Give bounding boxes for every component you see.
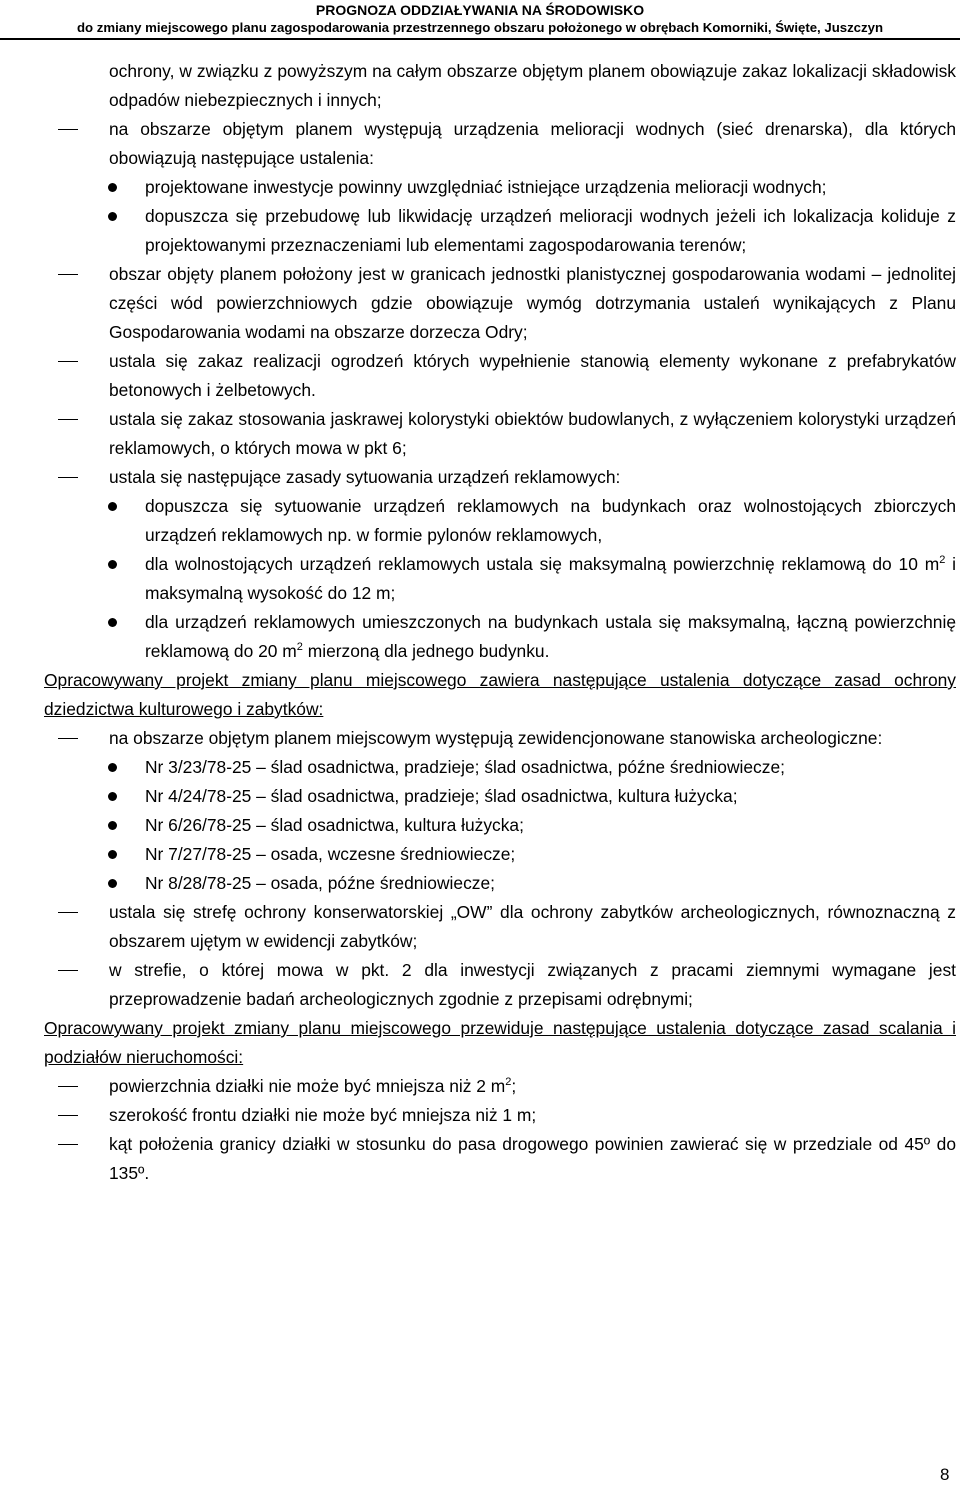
header-title: PROGNOZA ODDZIAŁYWANIA NA ŚRODOWISKO [315, 2, 645, 18]
item-text: mierzoną dla jednego budynku. [302, 641, 550, 661]
dash-marker [58, 129, 78, 130]
page-header [0, 0, 960, 38]
item-text: na obszarze objętym planem występują urządzenia melioracji wodnych (sieć drenarska), dla których obowiązują następujące ustalenia: [109, 119, 956, 168]
dash-marker [58, 477, 78, 478]
bullet-marker [108, 212, 117, 221]
dash-marker [58, 1086, 78, 1087]
bullet-marker [108, 618, 117, 627]
bullet-marker [108, 183, 117, 192]
bullet-item-site [44, 840, 956, 869]
bullet-marker [108, 821, 117, 830]
item-text: szerokość frontu działki nie może być mniejsza niż 1 m; [109, 1105, 537, 1125]
item-text: dopuszcza się przebudowę lub likwidację urządzeń melioracji wodnych jeżeli ich lokalizacja koliduje z projektowanymi przeznaczeniami lub elementami zagospodarowania terenów; [145, 206, 956, 255]
dash-marker [58, 970, 78, 971]
dash-marker [58, 738, 78, 739]
bullet-item-site [44, 811, 956, 840]
bullet-item [44, 608, 956, 666]
item-text: i maksymalną wysokość do 12 m; [145, 554, 956, 603]
item-text: Nr 3/23/78-25 – ślad osadnictwa, pradzieje; ślad osadnictwa, późne średniowiecze; [145, 757, 785, 777]
dash-marker [58, 1144, 78, 1145]
document-body [44, 57, 956, 1188]
header-subtitle: do zmiany miejscowego planu zagospodarowania przestrzennego obszaru położonego w obrębach Komorniki, Święte, Juszczyn [76, 20, 884, 35]
bullet-item [44, 492, 956, 550]
bullet-marker [108, 560, 117, 569]
dash-item-conservation-zone [44, 898, 956, 956]
item-text: ustala się zakaz stosowania jaskrawej kolorystyki obiektów budowlanych, z wyłączeniem kolorystyki urządzeń reklamowych, o których mowa w pkt 6; [109, 409, 956, 458]
dash-marker [58, 1115, 78, 1116]
superscript: 2 [505, 1076, 512, 1088]
dash-item-archaeological-research [44, 956, 956, 1014]
dash-item-archaeology [44, 724, 956, 753]
bullet-marker [108, 879, 117, 888]
item-text: ustala się następujące zasady sytuowania urządzeń reklamowych: [109, 467, 621, 487]
item-text: dla wolnostojących urządzeń reklamowych ustala się maksymalną powierzchnię reklamową do 10 m [145, 554, 940, 574]
bullet-item-site [44, 782, 956, 811]
dash-item-drainage [44, 115, 956, 173]
superscript: 2 [939, 554, 946, 566]
dash-item-parcel-frontage [44, 1101, 956, 1130]
item-text: powierzchnia działki nie może być mniejsza niż 2 m [109, 1076, 506, 1096]
item-text: obszar objęty planem położony jest w granicach jednostki planistycznej gospodarowania wodami – jednolitej części wód powierzchniowych gdzie obowiązuje wymóg dotrzymania ustaleń wynikających z Planu Gospodarowania wodami na obszarze dorzecza Odry; [109, 264, 956, 342]
bullet-marker [108, 502, 117, 511]
bullet-item [44, 550, 956, 608]
item-text: w strefie, o której mowa w pkt. 2 dla inwestycji związanych z pracami ziemnymi wymagane jest przeprowadzenie badań archeologicznych zgodnie z przepisami odrębnymi; [109, 960, 956, 1009]
section-intro-heritage: Opracowywany projekt zmiany planu miejscowego zawiera następujące ustalenia dotyczące zasad ochrony dziedzictwa kulturowego i zabytków: [44, 670, 956, 719]
dash-item-water-management [44, 260, 956, 347]
dash-item-advertising [44, 463, 956, 492]
bullet-marker [108, 763, 117, 772]
item-text: ; [511, 1076, 517, 1096]
section-intro-parcels: Opracowywany projekt zmiany planu miejscowego przewiduje następujące ustalenia dotyczące zasad scalania i podziałów nieruchomości: [44, 1018, 956, 1067]
page-number: 8 [940, 1465, 950, 1484]
item-text: dla urządzeń reklamowych umieszczonych na budynkach ustala się maksymalną, łączną powierzchnię reklamową do 20 m [145, 612, 956, 661]
bullet-marker [108, 850, 117, 859]
bullet-item-site [44, 753, 956, 782]
bullet-item [44, 173, 956, 202]
header-divider [0, 38, 960, 40]
continuation-paragraph: ochrony, w związku z powyższym na całym obszarze objętym planem obowiązuje zakaz lokalizacji składowisk odpadów niebezpiecznych i innych; [109, 61, 956, 110]
dash-item-colours [44, 405, 956, 463]
item-text: Nr 4/24/78-25 – ślad osadnictwa, pradzieje; ślad osadnictwa, kultura łużycka; [145, 786, 738, 806]
item-text: projektowane inwestycje powinny uwzględniać istniejące urządzenia melioracji wodnych; [145, 177, 827, 197]
dash-marker [58, 274, 78, 275]
superscript: 2 [296, 641, 303, 653]
dash-item-boundary-angle [44, 1130, 956, 1188]
bullet-item-site [44, 869, 956, 898]
item-text: dopuszcza się sytuowanie urządzeń reklamowych na budynkach oraz wolnostojących zbiorczych urządzeń reklamowych np. w formie pylonów reklamowych, [145, 496, 956, 545]
bullet-item [44, 202, 956, 260]
dash-marker [58, 419, 78, 420]
item-text: Nr 7/27/78-25 – osada, wczesne średniowiecze; [145, 844, 516, 864]
item-text: Nr 6/26/78-25 – ślad osadnictwa, kultura łużycka; [145, 815, 524, 835]
dash-item-parcel-area [44, 1072, 956, 1101]
dash-marker [58, 912, 78, 913]
item-text: kąt położenia granicy działki w stosunku do pasa drogowego powinien zawierać się w przedziale od 45º do 135º. [109, 1134, 956, 1183]
dash-marker [58, 361, 78, 362]
dash-item-fences [44, 347, 956, 405]
item-text: Nr 8/28/78-25 – osada, późne średniowiecze; [145, 873, 495, 893]
item-text: na obszarze objętym planem miejscowym występują zewidencjonowane stanowiska archeologiczne: [109, 728, 883, 748]
bullet-marker [108, 792, 117, 801]
item-text: ustala się strefę ochrony konserwatorskiej „OW” dla ochrony zabytków archeologicznych, równoznaczną z obszarem ujętym w ewidencji zabytków; [109, 902, 956, 951]
item-text: ustala się zakaz realizacji ogrodzeń których wypełnienie stanowią elementy wykonane z prefabrykatów betonowych i żelbetowych. [109, 351, 956, 400]
